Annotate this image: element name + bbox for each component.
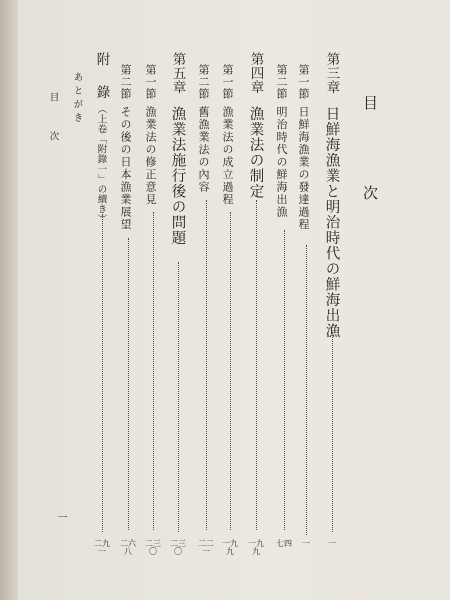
leader-dots [230,212,232,530]
section-title: 日鮮海漁業の發達過程 [297,106,310,231]
section-title: 舊漁業法の內容 [197,106,210,194]
toc-entry-s1[interactable] [298,0,314,600]
page-number: 一 [302,539,310,548]
book-gutter [0,0,18,600]
chapter-title: 漁業法の制定 [247,106,264,199]
chapter-title: 日鮮海漁業と明治時代の鮮海出漁 [323,106,340,339]
toc-entry-s2[interactable] [276,0,292,600]
leader-dots [102,214,104,532]
leader-dots [178,262,180,532]
toc-entry-ch4[interactable] [248,0,264,600]
toc-entry-s6[interactable] [120,0,136,600]
folio-number: 一 [55,512,66,522]
page-number: 二二一 [198,539,214,556]
section-head: 第一節 [297,64,310,100]
toc-entry-s3[interactable] [222,0,238,600]
page-number: 一九九 [248,539,264,556]
leader-dots [206,200,208,530]
leader-dots [332,332,334,532]
page-number: 二三〇 [145,539,161,556]
footer-toc-label: 目 次 [47,92,59,151]
section-head: 第二節 [275,64,288,100]
section-head: 第二節 [197,64,210,100]
section-title: 漁業法の成立過程 [221,106,234,206]
section-title: その後の日本漁業展望 [119,106,132,231]
leader-dots [284,230,286,530]
section-head: 第一節 [144,64,157,100]
toc-entry-ch5[interactable] [170,0,186,600]
leader-dots [256,200,258,530]
leader-dots [153,212,155,530]
toc-entry-ch3[interactable] [324,0,340,600]
page-number: 一 [328,539,336,548]
section-head: 第一節 [221,64,234,100]
page-number: 二三〇 [170,539,186,556]
appendix-title: （上卷「附錄一」の續き） [95,104,107,224]
toc-entry-s5[interactable] [145,0,161,600]
afterword-entry[interactable]: あとがき [71,72,83,126]
toc-entry-appendix[interactable] [94,0,110,600]
toc-title: 目 次 [361,95,379,230]
section-title: 明治時代の鮮海出漁 [275,106,288,219]
section-title: 漁業法の修正意見 [144,106,157,206]
chapter-head: 第四章 [247,52,264,94]
chapter-head: 第三章 [323,52,340,94]
page-number: 二九一 [94,539,110,556]
leader-dots [128,238,130,530]
section-head: 第二節 [119,64,132,100]
chapter-title: 漁業法施行後の問題 [169,106,186,246]
leader-dots [306,245,308,535]
chapter-head: 第五章 [169,52,186,94]
toc-entry-s4[interactable] [198,0,214,600]
page-number: 七四 [276,539,292,548]
page-number: 一九九 [222,539,238,556]
page-number: 二六八 [120,539,136,556]
appendix-head: 附 錄 [93,52,110,102]
